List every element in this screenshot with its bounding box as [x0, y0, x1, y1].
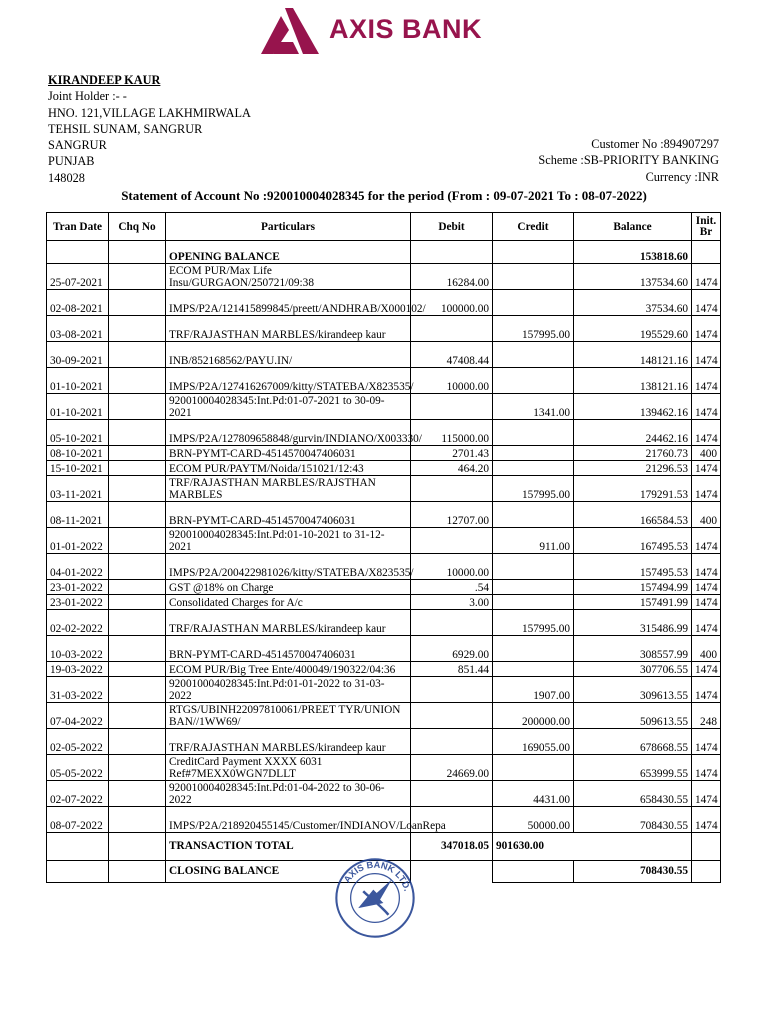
table-row [47, 755, 721, 781]
cell-credit: 157995.00 [493, 610, 574, 636]
cell-credit: 911.00 [493, 528, 574, 554]
cell-balance: 653999.55 [574, 755, 692, 781]
address-line: PUNJAB [48, 154, 95, 169]
cell-balance: 678668.55 [574, 729, 692, 755]
cell-balance: 309613.55 [574, 677, 692, 703]
col-header-particulars: Particulars [166, 213, 411, 241]
cell-chq-no [109, 528, 166, 554]
cell-debit: 851.44 [411, 662, 493, 677]
cell-chq-no [109, 807, 166, 833]
cell-init-br: 1474 [692, 461, 721, 476]
cell-particulars: CreditCard Payment XXXX 6031 Ref#7MEXX0WGN7DLLT [166, 755, 411, 781]
cell-chq-no [109, 394, 166, 420]
cell-particulars: Consolidated Charges for A/c [166, 595, 411, 610]
cell-debit: 3.00 [411, 595, 493, 610]
cell-balance: 509613.55 [574, 703, 692, 729]
cell-debit [411, 528, 493, 554]
cell-balance: 179291.53 [574, 476, 692, 502]
table-row [47, 610, 721, 636]
cell-init-br: 1474 [692, 662, 721, 677]
cell-chq-no [109, 420, 166, 446]
cell-chq-no [109, 677, 166, 703]
cell-init-br: 1474 [692, 368, 721, 394]
cell-balance: 21296.53 [574, 461, 692, 476]
table-row [47, 368, 721, 394]
cell-credit [493, 368, 574, 394]
cell-init-br: 1474 [692, 580, 721, 595]
cell-tran-date: 05-05-2022 [47, 755, 109, 781]
col-header-balance: Balance [574, 213, 692, 241]
cell-init-br: 1474 [692, 316, 721, 342]
cell-tran-date: 30-09-2021 [47, 342, 109, 368]
cell-init-br: 1474 [692, 290, 721, 316]
cell-debit [411, 781, 493, 807]
cell-tran-date: 19-03-2022 [47, 662, 109, 677]
cell-tran-date: 03-11-2021 [47, 476, 109, 502]
total-debit: 347018.05 [411, 833, 493, 861]
cell-debit: 2701.43 [411, 446, 493, 461]
customer-no: Customer No :894907297 [591, 137, 719, 151]
cell-init-br: 400 [692, 636, 721, 662]
cell-tran-date: 25-07-2021 [47, 264, 109, 290]
address-line: SANGRUR [48, 138, 107, 153]
cell-credit: 4431.00 [493, 781, 574, 807]
cell-tran-date: 01-10-2021 [47, 394, 109, 420]
cell-init-br: 1474 [692, 554, 721, 580]
cell-balance: 195529.60 [574, 316, 692, 342]
cell-debit: 100000.00 [411, 290, 493, 316]
cell-debit: 10000.00 [411, 368, 493, 394]
cell-credit [493, 264, 574, 290]
cell-init-br: 1474 [692, 476, 721, 502]
cell-credit [493, 636, 574, 662]
seal-text: AXIS BANK LTD. [341, 859, 413, 893]
table-row [47, 662, 721, 677]
cell-balance: 157494.99 [574, 580, 692, 595]
cell-init-br: 1474 [692, 610, 721, 636]
cell-tran-date: 23-01-2022 [47, 595, 109, 610]
holder-name: KIRANDEEP KAUR [48, 73, 161, 87]
cell-init-br: 1474 [692, 755, 721, 781]
cell-particulars: ECOM PUR/Big Tree Ente/400049/190322/04:36 [166, 662, 411, 677]
address-line: HNO. 121,VILLAGE LAKHMIRWALA [48, 105, 251, 120]
cell-particulars: TRF/RAJASTHAN MARBLES/kirandeep kaur [166, 729, 411, 755]
table-row [47, 703, 721, 729]
cell-balance: 21760.73 [574, 446, 692, 461]
table-row [47, 781, 721, 807]
axis-logo-icon [259, 6, 321, 56]
cell-balance: 315486.99 [574, 610, 692, 636]
cell-particulars: TRF/RAJASTHAN MARBLES/kirandeep kaur [166, 610, 411, 636]
cell-credit [493, 662, 574, 677]
table-row [47, 476, 721, 502]
cell-particulars: TRF/RAJASTHAN MARBLES/RAJSTHAN MARBLES [166, 476, 411, 502]
cell-tran-date: 08-11-2021 [47, 502, 109, 528]
cell-chq-no [109, 554, 166, 580]
cell-init-br: 1474 [692, 264, 721, 290]
cell-balance: 37534.60 [574, 290, 692, 316]
table-row [47, 595, 721, 610]
total-label: TRANSACTION TOTAL [166, 833, 411, 861]
cell-particulars: BRN-PYMT-CARD-4514570047406031 [166, 636, 411, 662]
cell-chq-no [109, 368, 166, 394]
cell-chq-no [109, 636, 166, 662]
cell-chq-no [109, 755, 166, 781]
table-row [47, 316, 721, 342]
table-header-row [47, 213, 721, 241]
col-header-debit: Debit [411, 213, 493, 241]
cell-particulars: 920010004028345:Int.Pd:01-04-2022 to 30-06-2022 [166, 781, 411, 807]
address-line: 148028 [48, 170, 85, 185]
cell-tran-date: 07-04-2022 [47, 703, 109, 729]
cell-init-br: 400 [692, 446, 721, 461]
col-header-chq-no: Chq No [109, 213, 166, 241]
cell-init-br: 1474 [692, 677, 721, 703]
cell-credit [493, 502, 574, 528]
col-header-init-br: Init. Br [692, 213, 721, 241]
cell-balance: 138121.16 [574, 368, 692, 394]
cell-particulars: IMPS/P2A/121415899845/preett/ANDHRAB/X000102/ [166, 290, 411, 316]
opening-label: OPENING BALANCE [166, 241, 411, 264]
table-row [47, 677, 721, 703]
cell-init-br: 1474 [692, 595, 721, 610]
cell-tran-date: 31-03-2022 [47, 677, 109, 703]
table-row [47, 461, 721, 476]
cell-tran-date: 08-10-2021 [47, 446, 109, 461]
cell-credit: 50000.00 [493, 807, 574, 833]
cell-particulars: TRF/RAJASTHAN MARBLES/kirandeep kaur [166, 316, 411, 342]
cell-chq-no [109, 662, 166, 677]
cell-particulars: 920010004028345:Int.Pd:01-01-2022 to 31-03-2022 [166, 677, 411, 703]
cell-particulars: RTGS/UBINH22097810061/PREET TYR/UNION BAN//1WW69/ [166, 703, 411, 729]
cell-debit: 16284.00 [411, 264, 493, 290]
cell-balance: 307706.55 [574, 662, 692, 677]
cell-debit: 24669.00 [411, 755, 493, 781]
cell-balance: 157495.53 [574, 554, 692, 580]
cell-particulars: 920010004028345:Int.Pd:01-07-2021 to 30-09-2021 [166, 394, 411, 420]
cell-chq-no [109, 446, 166, 461]
cell-particulars: IMPS/P2A/200422981026/kitty/STATEBA/X823535/ [166, 554, 411, 580]
cell-tran-date: 04-01-2022 [47, 554, 109, 580]
cell-init-br: 1474 [692, 394, 721, 420]
cell-init-br: 1474 [692, 781, 721, 807]
account-holder-block [48, 72, 251, 186]
cell-chq-no [109, 476, 166, 502]
transactions-table [46, 212, 721, 883]
cell-tran-date: 03-08-2021 [47, 316, 109, 342]
cell-debit [411, 610, 493, 636]
cell-credit: 157995.00 [493, 316, 574, 342]
cell-debit: .54 [411, 580, 493, 595]
cell-init-br: 1474 [692, 729, 721, 755]
cell-chq-no [109, 342, 166, 368]
cell-particulars: 920010004028345:Int.Pd:01-10-2021 to 31-12-2021 [166, 528, 411, 554]
joint-holder: Joint Holder :- - [48, 89, 127, 104]
opening-balance: 153818.60 [574, 241, 692, 264]
cell-balance: 139462.16 [574, 394, 692, 420]
col-header-tran-date: Tran Date [47, 213, 109, 241]
table-row [47, 729, 721, 755]
axis-bank-logo [259, 6, 499, 58]
opening-balance-row [47, 241, 721, 264]
svg-text:AXIS BANK LTD. [342, 860, 413, 893]
cell-chq-no [109, 703, 166, 729]
cell-particulars: IMPS/P2A/218920455145/Customer/INDIANOV/LoanRepa [166, 807, 411, 833]
cell-tran-date: 05-10-2021 [47, 420, 109, 446]
cell-credit [493, 554, 574, 580]
table-row [47, 446, 721, 461]
cell-init-br: 1474 [692, 420, 721, 446]
cell-balance: 137534.60 [574, 264, 692, 290]
closing-balance: 708430.55 [574, 861, 692, 883]
table-row [47, 807, 721, 833]
cell-init-br: 1474 [692, 807, 721, 833]
cell-debit [411, 316, 493, 342]
closing-label: CLOSING BALANCE [166, 861, 411, 883]
cell-debit [411, 703, 493, 729]
cell-balance: 148121.16 [574, 342, 692, 368]
cell-particulars: BRN-PYMT-CARD-4514570047406031 [166, 502, 411, 528]
cell-debit [411, 677, 493, 703]
cell-credit [493, 595, 574, 610]
cell-tran-date: 08-07-2022 [47, 807, 109, 833]
cell-chq-no [109, 610, 166, 636]
table-row [47, 580, 721, 595]
currency: Currency :INR [645, 169, 719, 184]
cell-tran-date: 01-10-2021 [47, 368, 109, 394]
cell-tran-date: 23-01-2022 [47, 580, 109, 595]
cell-credit [493, 461, 574, 476]
cell-tran-date: 15-10-2021 [47, 461, 109, 476]
cell-particulars: IMPS/P2A/127809658848/gurvin/INDIANO/X003330/ [166, 420, 411, 446]
customer-info-block [538, 136, 719, 185]
cell-particulars: ECOM PUR/Max Life Insu/GURGAON/250721/09:38 [166, 264, 411, 290]
cell-credit [493, 290, 574, 316]
cell-credit: 169055.00 [493, 729, 574, 755]
col-header-credit: Credit [493, 213, 574, 241]
cell-chq-no [109, 580, 166, 595]
table-row [47, 502, 721, 528]
table-row [47, 264, 721, 290]
total-credit: 901630.00 [493, 833, 574, 861]
cell-particulars: GST @18% on Charge [166, 580, 411, 595]
cell-init-br: 248 [692, 703, 721, 729]
cell-debit: 12707.00 [411, 502, 493, 528]
cell-debit: 115000.00 [411, 420, 493, 446]
table-row [47, 528, 721, 554]
cell-balance: 167495.53 [574, 528, 692, 554]
table-row [47, 342, 721, 368]
cell-balance: 708430.55 [574, 807, 692, 833]
cell-debit: 464.20 [411, 461, 493, 476]
statement-title: Statement of Account No :920010004028345 for the period (From : 09-07-2021 To : 08-07-2022) [121, 188, 647, 203]
bank-seal-stamp [333, 856, 417, 940]
cell-credit: 1907.00 [493, 677, 574, 703]
cell-particulars: BRN-PYMT-CARD-4514570047406031 [166, 446, 411, 461]
cell-chq-no [109, 316, 166, 342]
cell-init-br: 1474 [692, 528, 721, 554]
cell-credit: 1341.00 [493, 394, 574, 420]
cell-credit: 157995.00 [493, 476, 574, 502]
cell-balance: 157491.99 [574, 595, 692, 610]
cell-debit [411, 394, 493, 420]
cell-particulars: INB/852168562/PAYU.IN/ [166, 342, 411, 368]
cell-debit: 6929.00 [411, 636, 493, 662]
cell-credit [493, 420, 574, 446]
cell-tran-date: 02-08-2021 [47, 290, 109, 316]
cell-balance: 166584.53 [574, 502, 692, 528]
cell-credit [493, 342, 574, 368]
cell-chq-no [109, 264, 166, 290]
cell-tran-date: 02-07-2022 [47, 781, 109, 807]
table-row [47, 636, 721, 662]
table-row [47, 554, 721, 580]
table-row [47, 290, 721, 316]
cell-chq-no [109, 595, 166, 610]
cell-debit: 10000.00 [411, 554, 493, 580]
cell-chq-no [109, 461, 166, 476]
cell-credit [493, 755, 574, 781]
cell-chq-no [109, 729, 166, 755]
cell-tran-date: 02-02-2022 [47, 610, 109, 636]
cell-particulars: ECOM PUR/PAYTM/Noida/151021/12:43 [166, 461, 411, 476]
cell-tran-date: 10-03-2022 [47, 636, 109, 662]
cell-debit [411, 476, 493, 502]
cell-init-br: 1474 [692, 342, 721, 368]
cell-credit: 200000.00 [493, 703, 574, 729]
cell-debit: 47408.44 [411, 342, 493, 368]
cell-credit [493, 446, 574, 461]
cell-balance: 308557.99 [574, 636, 692, 662]
cell-debit [411, 729, 493, 755]
table-row [47, 394, 721, 420]
cell-particulars: IMPS/P2A/127416267009/kitty/STATEBA/X823535/ [166, 368, 411, 394]
cell-tran-date: 02-05-2022 [47, 729, 109, 755]
cell-chq-no [109, 502, 166, 528]
table-row [47, 420, 721, 446]
scheme: Scheme :SB-PRIORITY BANKING [538, 153, 719, 168]
bank-name: AXIS BANK [329, 14, 483, 44]
cell-chq-no [109, 290, 166, 316]
cell-balance: 658430.55 [574, 781, 692, 807]
cell-balance: 24462.16 [574, 420, 692, 446]
cell-chq-no [109, 781, 166, 807]
cell-credit [493, 580, 574, 595]
address-line: TEHSIL SUNAM, SANGRUR [48, 121, 203, 136]
cell-init-br: 400 [692, 502, 721, 528]
cell-tran-date: 01-01-2022 [47, 528, 109, 554]
